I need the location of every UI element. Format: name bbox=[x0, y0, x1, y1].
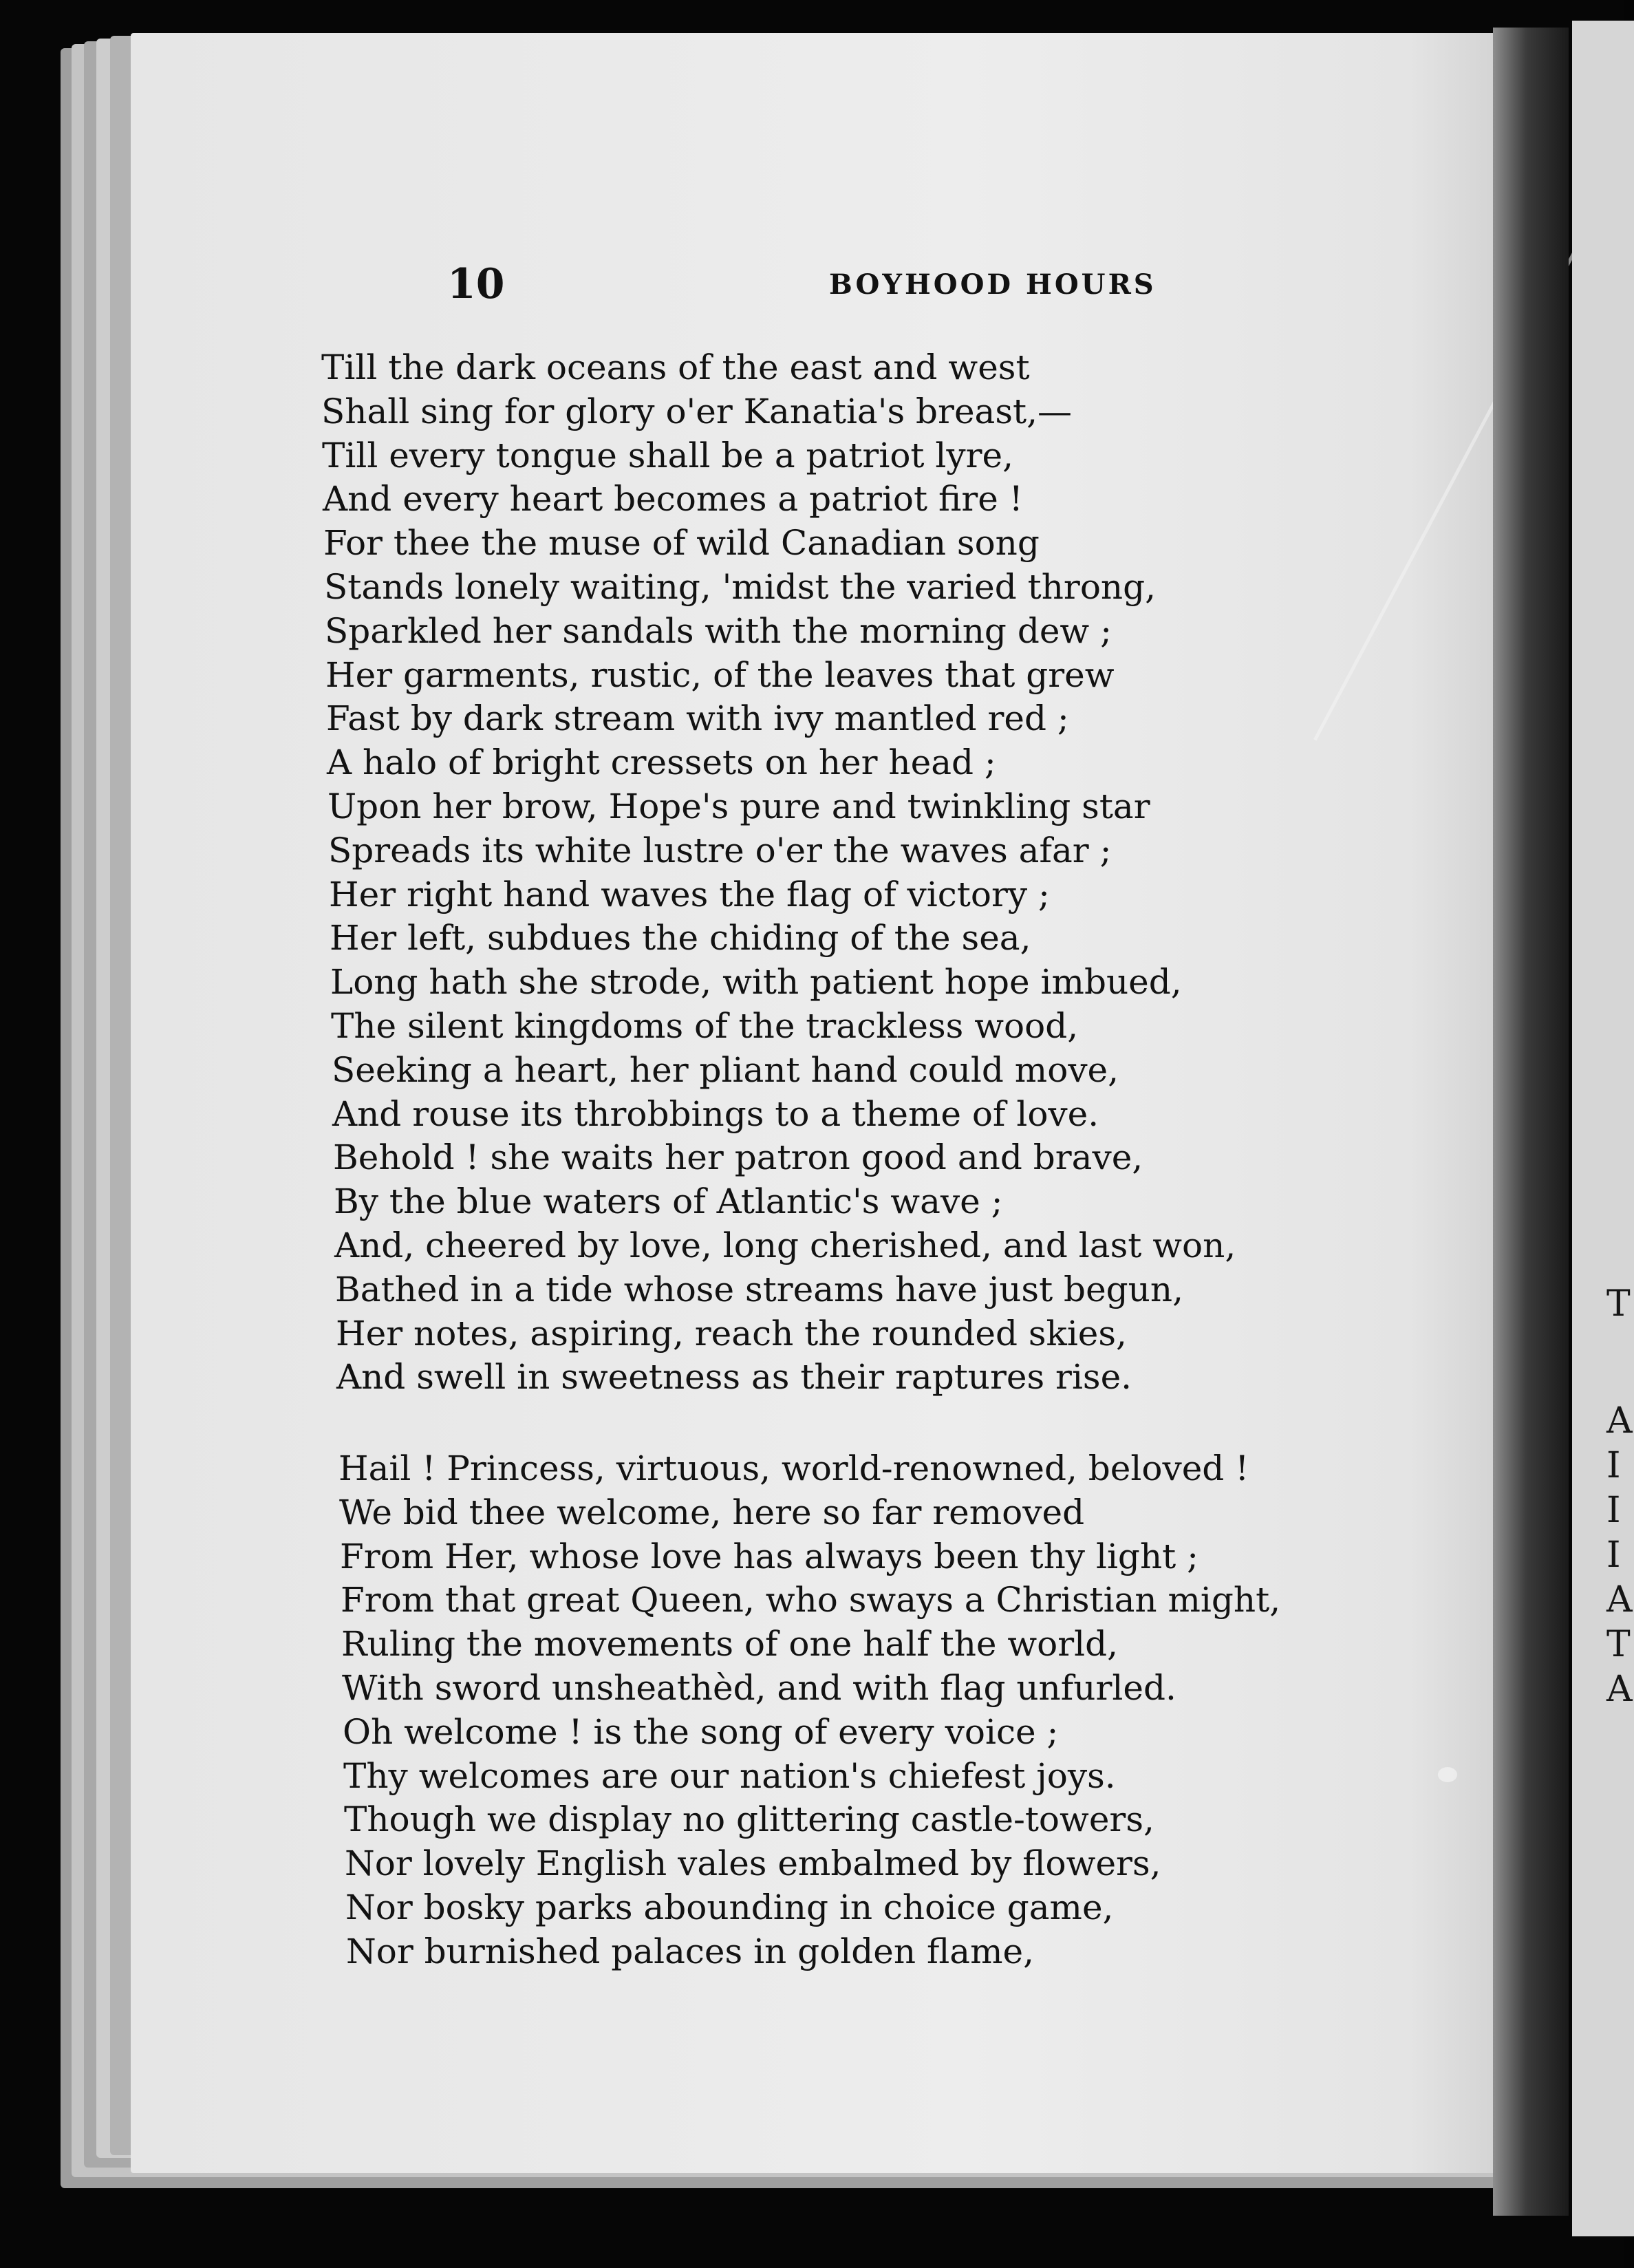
scan-speck bbox=[1438, 1767, 1457, 1782]
poem-line: And, cheered by love, long cherished, and last won, bbox=[334, 1225, 1236, 1265]
poem-line: Though we display no glittering castle-towers, bbox=[344, 1799, 1154, 1840]
poem-line: Till the dark oceans of the east and west bbox=[321, 347, 1030, 387]
poem-line: Hail ! Princess, virtuous, world-renowned, beloved ! bbox=[338, 1448, 1249, 1488]
poem-line: Bathed in a tide whose streams have just begun, bbox=[335, 1269, 1183, 1309]
facing-page-fragment: A bbox=[1606, 1400, 1633, 1442]
poem-line: Thy welcomes are our nation's chiefest joys. bbox=[343, 1755, 1116, 1796]
facing-page-fragment: A bbox=[1606, 1579, 1633, 1620]
stanza-1 bbox=[131, 346, 1520, 1400]
poem-line: Oh welcome ! is the song of every voice ; bbox=[343, 1711, 1059, 1752]
poem-line: Behold ! she waits her patron good and brave, bbox=[333, 1137, 1143, 1178]
poem-line: Long hath she strode, with patient hope imbued, bbox=[330, 962, 1182, 1003]
facing-page-fragment: T bbox=[1606, 1283, 1631, 1325]
poem-line: Her garments, rustic, of the leaves that grew bbox=[325, 654, 1115, 695]
book-gutter bbox=[1493, 28, 1569, 2216]
facing-page-edge bbox=[1572, 21, 1634, 2236]
poem-line: For thee the muse of wild Canadian song bbox=[323, 523, 1040, 564]
poem-line: Sparkled her sandals with the morning dew ; bbox=[325, 610, 1112, 651]
poem-line: And rouse its throbbings to a theme of love. bbox=[332, 1093, 1099, 1134]
poem-line: The silent kingdoms of the trackless wood, bbox=[331, 1005, 1079, 1046]
poem-line: A halo of bright cressets on her head ; bbox=[327, 742, 996, 783]
poem-line: By the blue waters of Atlantic's wave ; bbox=[334, 1181, 1003, 1222]
book-page bbox=[131, 33, 1520, 2173]
poem-line: Shall sing for glory o'er Kanatia's breast,— bbox=[321, 391, 1072, 431]
facing-page-fragment: I bbox=[1606, 1534, 1621, 1576]
running-title: BOYHOOD HOURS bbox=[829, 268, 1157, 301]
poem-line: With sword unsheathèd, and with flag unfurled. bbox=[342, 1667, 1176, 1708]
poem-line: From Her, whose love has always been thy light ; bbox=[340, 1536, 1198, 1576]
poem-line: From that great Queen, who sways a Christian might, bbox=[341, 1580, 1281, 1620]
poem-line: Nor lovely English vales embalmed by flowers, bbox=[345, 1843, 1161, 1884]
poem-line: Her right hand waves the flag of victory ; bbox=[329, 874, 1050, 914]
stanza-2 bbox=[131, 1447, 1520, 1974]
facing-page-fragment: T bbox=[1606, 1624, 1631, 1665]
poem-line: Upon her brow, Hope's pure and twinkling star bbox=[327, 786, 1150, 826]
facing-page-fragment: A bbox=[1606, 1669, 1633, 1710]
poem-line: Ruling the movements of one half the world, bbox=[341, 1624, 1119, 1665]
facing-page-fragment: I bbox=[1606, 1445, 1621, 1486]
poem-line: Nor burnished palaces in golden flame, bbox=[346, 1931, 1034, 1971]
poem-line: Her left, subdues the chiding of the sea, bbox=[330, 918, 1031, 959]
poem-line: We bid thee welcome, here so far removed bbox=[339, 1492, 1085, 1532]
poem-line: Seeking a heart, her pliant hand could move, bbox=[332, 1049, 1119, 1090]
poem-line: Spreads its white lustre o'er the waves afar ; bbox=[328, 830, 1112, 870]
poem-line: And swell in sweetness as their raptures rise. bbox=[336, 1357, 1132, 1398]
poem-line: Her notes, aspiring, reach the rounded skies, bbox=[336, 1313, 1127, 1354]
poem bbox=[131, 33, 1520, 2173]
page-number: 10 bbox=[447, 260, 505, 308]
poem-line: And every heart becomes a patriot fire ! bbox=[323, 479, 1023, 520]
facing-page-fragment: I bbox=[1606, 1490, 1621, 1531]
poem-line: Till every tongue shall be a patriot lyre, bbox=[322, 435, 1014, 475]
poem-line: Nor bosky parks abounding in choice game, bbox=[345, 1887, 1114, 1927]
poem-line: Fast by dark stream with ivy mantled red ; bbox=[326, 698, 1069, 739]
poem-line: Stands lonely waiting, 'midst the varied throng, bbox=[324, 566, 1157, 607]
